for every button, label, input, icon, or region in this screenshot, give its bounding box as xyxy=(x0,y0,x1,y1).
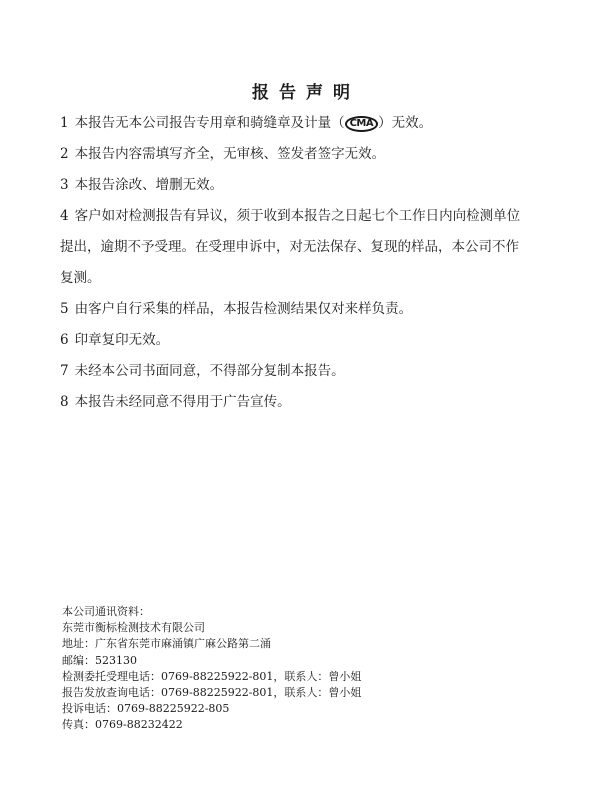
clause-7 xyxy=(60,356,580,387)
clause-text: 本报告无本公司报告专用章和骑缝章及计量（ xyxy=(74,115,345,131)
clause-4 xyxy=(60,201,580,294)
fax-line: 传真：0769-88232422 xyxy=(62,718,183,732)
clause-text: 未经本公司书面同意，不得部分复制本报告。 xyxy=(74,363,345,379)
clause-3 xyxy=(60,170,580,201)
clause-text-line-3: 复测。 xyxy=(60,270,101,286)
clause-text-line-1: 客户如对检测报告有异议，须于收到本报告之日起七个工作日内向检测单位 xyxy=(74,208,521,224)
clause-number: 7 xyxy=(60,363,69,379)
clause-1 xyxy=(60,108,580,139)
clause-number: 6 xyxy=(60,332,69,348)
clause-8 xyxy=(60,387,580,418)
clause-text-line-2: 提出，逾期不予受理。在受理申诉中，对无法保存、复现的样品，本公司不作 xyxy=(60,239,519,255)
address-line: 地址：广东省东莞市麻涌镇广麻公路第二涌 xyxy=(62,637,271,651)
complaint-phone-line: 投诉电话：0769-88225922-805 xyxy=(62,702,230,716)
clause-text: 由客户自行采集的样品，本报告检测结果仅对来样负责。 xyxy=(74,301,413,317)
clause-number: 5 xyxy=(60,301,69,317)
company-name: 东莞市衡标检测技术有限公司 xyxy=(62,621,205,635)
clause-number: 1 xyxy=(60,115,69,131)
clause-text: 本报告涂改、增删无效。 xyxy=(74,177,224,193)
entrust-phone-line: 检测委托受理电话：0769-88225922-801，联系人：曾小姐 xyxy=(62,669,362,683)
page-title: 报告声明 xyxy=(252,83,360,103)
clause-number: 2 xyxy=(60,146,69,162)
clause-text: 本报告内容需填写齐全，无审核、签发者签字无效。 xyxy=(74,146,386,162)
contact-info xyxy=(62,604,562,734)
clause-number: 4 xyxy=(60,208,69,224)
clause-2 xyxy=(60,139,580,170)
clause-text-end: ）无效。 xyxy=(378,115,433,131)
clause-text: 印章复印无效。 xyxy=(74,332,170,348)
postcode-line: 邮编：523130 xyxy=(62,653,137,667)
clause-6 xyxy=(60,325,580,356)
contact-heading: 本公司通讯资料： xyxy=(62,605,150,618)
query-phone-line: 报告发放查询电话：0769-88225922-801，联系人：曾小姐 xyxy=(62,686,362,700)
clause-number: 8 xyxy=(60,394,69,410)
clause-text: 本报告未经同意不得用于广告宣传。 xyxy=(74,394,291,410)
clause-list xyxy=(60,108,580,418)
clause-5 xyxy=(60,294,580,325)
cma-seal-mark: CMA xyxy=(345,116,379,132)
clause-number: 3 xyxy=(60,177,69,193)
